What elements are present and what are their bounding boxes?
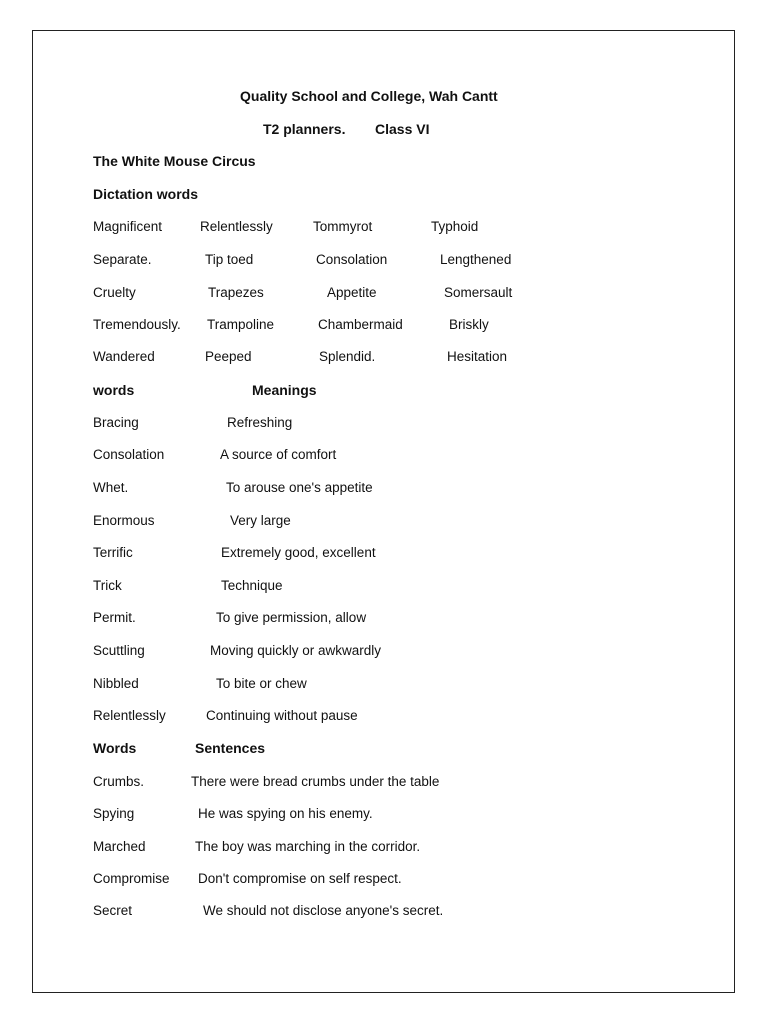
dictation-word: Appetite (327, 285, 377, 300)
meaning-word: Permit. (93, 610, 136, 625)
sentence-text: The boy was marching in the corridor. (195, 839, 421, 854)
dictation-word: Chambermaid (318, 317, 403, 332)
sentence-text: There were bread crumbs under the table (191, 774, 440, 789)
meaning-word: Whet. (93, 480, 129, 495)
meaning-text: Extremely good, excellent (221, 545, 376, 560)
meaning-text: To arouse one's appetite (226, 480, 373, 495)
lesson-title: The White Mouse Circus (93, 153, 256, 169)
dictation-word: Hesitation (447, 349, 508, 364)
meanings-heading: Meanings (252, 382, 317, 398)
sentence-word: Spying (93, 806, 135, 821)
class-label: Class VI (375, 121, 430, 137)
dictation-word: Relentlessly (200, 219, 273, 234)
sentences-heading: Sentences (195, 740, 266, 756)
meaning-word: Relentlessly (93, 708, 166, 723)
dictation-word: Separate. (93, 252, 152, 267)
dictation-word: Peeped (205, 349, 252, 364)
meaning-word: Scuttling (93, 643, 145, 658)
meaning-text: Refreshing (227, 415, 293, 430)
meaning-word: Nibbled (93, 676, 139, 691)
meaning-word: Consolation (93, 447, 165, 462)
sentence-word: Crumbs. (93, 774, 145, 789)
sentence-word: Marched (93, 839, 146, 854)
meaning-text: Continuing without pause (206, 708, 358, 723)
school-name: Quality School and College, Wah Cantt (240, 88, 498, 104)
dictation-word: Trapezes (208, 285, 264, 300)
planner-label: T2 planners. (263, 121, 346, 137)
dictation-heading: Dictation words (93, 186, 199, 202)
meaning-word: Enormous (93, 513, 155, 528)
dictation-word: Somersault (444, 285, 513, 300)
dictation-word: Wandered (93, 349, 155, 364)
meaning-text: To bite or chew (216, 676, 307, 691)
sentence-word: Secret (93, 903, 133, 918)
meanings-words-heading: words (93, 382, 135, 398)
sentence-text: Don't compromise on self respect. (198, 871, 402, 886)
dictation-word: Trampoline (207, 317, 275, 332)
dictation-word: Splendid. (319, 349, 376, 364)
meaning-text: Very large (230, 513, 291, 528)
dictation-word: Magnificent (93, 219, 163, 234)
dictation-word: Tip toed (205, 252, 254, 267)
sentence-text: He was spying on his enemy. (198, 806, 373, 821)
sentence-word: Compromise (93, 871, 170, 886)
sentences-words-heading: Words (93, 740, 137, 756)
dictation-word: Tremendously. (93, 317, 181, 332)
meaning-word: Terrific (93, 545, 133, 560)
dictation-word: Consolation (316, 252, 388, 267)
sentence-text: We should not disclose anyone's secret. (203, 903, 444, 918)
meaning-text: Moving quickly or awkwardly (210, 643, 382, 658)
meaning-text: Technique (221, 578, 283, 593)
dictation-word: Cruelty (93, 285, 136, 300)
meaning-text: A source of comfort (220, 447, 337, 462)
meaning-word: Bracing (93, 415, 139, 430)
dictation-word: Tommyrot (313, 219, 373, 234)
meaning-text: To give permission, allow (216, 610, 367, 625)
dictation-word: Typhoid (431, 219, 479, 234)
dictation-word: Briskly (449, 317, 489, 332)
dictation-word: Lengthened (440, 252, 512, 267)
meaning-word: Trick (93, 578, 122, 593)
